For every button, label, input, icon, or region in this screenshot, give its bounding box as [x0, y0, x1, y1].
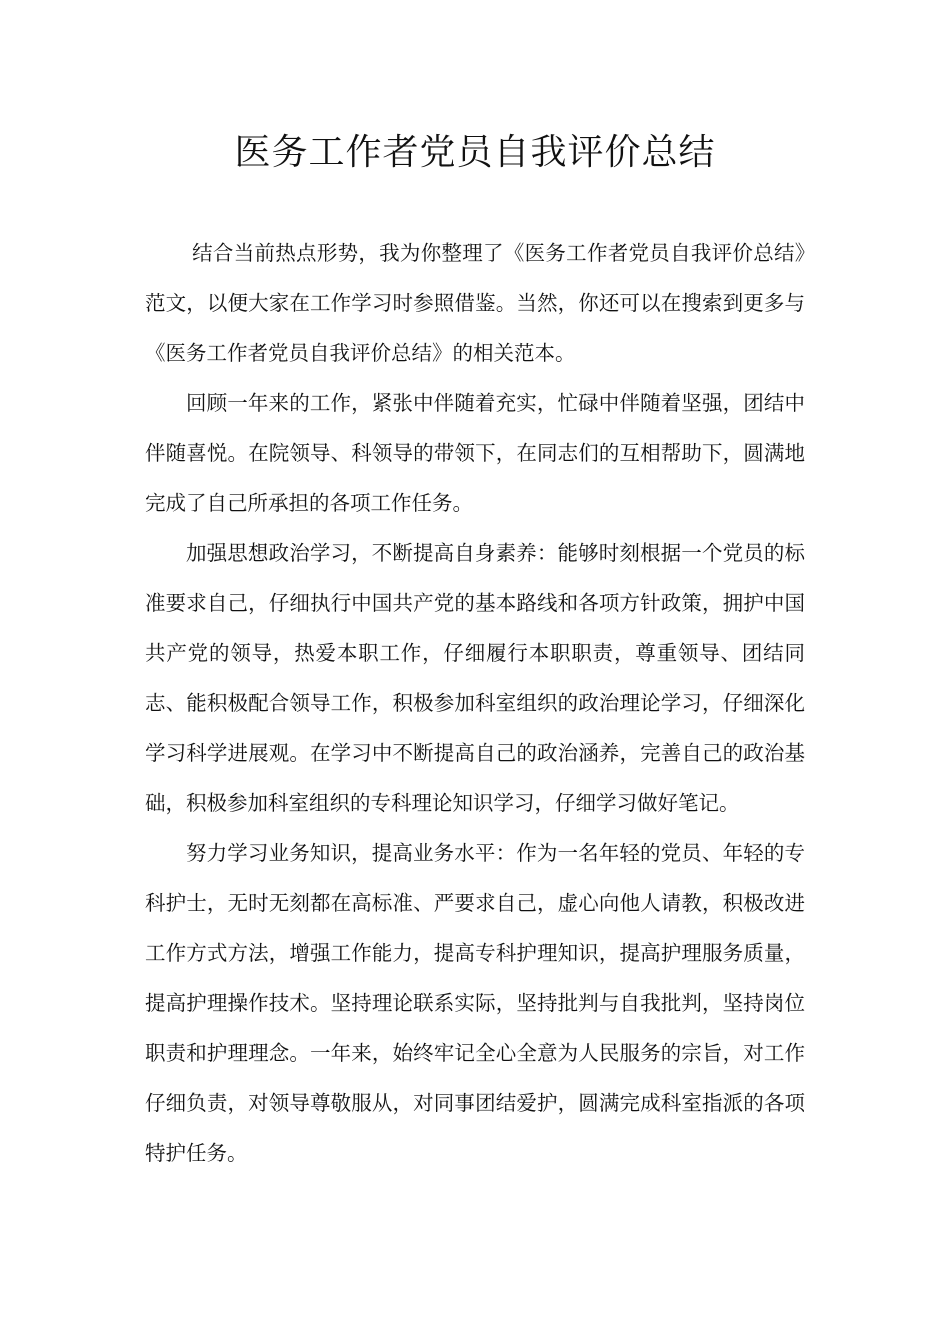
paragraph-political-study: 加强思想政治学习，不断提高自身素养：能够时刻根据一个党员的标准要求自己，仔细执行中国共产党的基本路线和各项方针政策，拥护中国共产党的领导，热爱本职工作，仔细履行本职职责，尊重领导、团结同志、能积极配合领导工作，积极参加科室组织的政治理论学习，仔细深化学习科学进展观。在学习中不断提高自己的政治涵养，完善自己的政治基础，积极参加科室组织的专科理论知识学习，仔细学习做好笔记。 [145, 541, 805, 815]
document-title: 医务工作者党员自我评价总结 [234, 132, 716, 173]
paragraph-intro: 结合当前热点形势，我为你整理了《医务工作者党员自我评价总结》范文，以便大家在工作学习时参照借鉴。当然，你还可以在搜索到更多与《医务工作者党员自我评价总结》的相关范本。 [145, 241, 805, 365]
paragraph-professional-study: 努力学习业务知识，提高业务水平：作为一名年轻的党员、年轻的专科护士，无时无刻都在高标准、严要求自己，虚心向他人请教，积极改进工作方式方法，增强工作能力，提高专科护理知识，提高护理服务质量，提高护理操作技术。坚持理论联系实际，坚持批判与自我批判，坚持岗位职责和护理理念。一年来，始终牢记全心全意为人民服务的宗旨，对工作仔细负责，对领导尊敬服从，对同事团结爱护，圆满完成科室指派的各项特护任务。 [145, 841, 805, 1165]
document-body [145, 228, 805, 1178]
paragraph-review: 回顾一年来的工作，紧张中伴随着充实，忙碌中伴随着坚强，团结中伴随喜悦。在院领导、科领导的带领下，在同志们的互相帮助下，圆满地完成了自己所承担的各项工作任务。 [145, 391, 805, 515]
